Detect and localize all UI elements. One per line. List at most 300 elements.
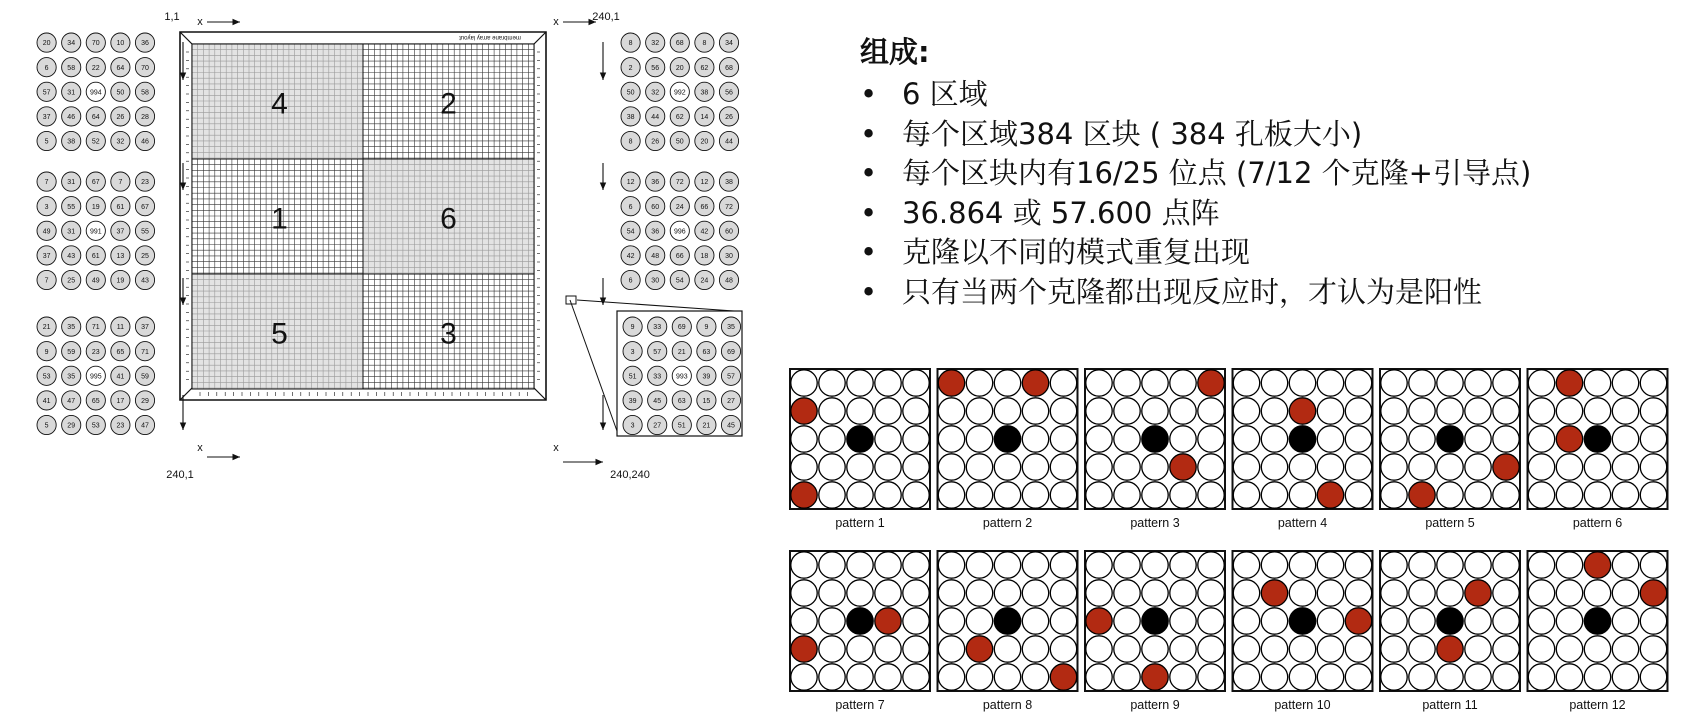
pattern-spot (1584, 636, 1610, 662)
pattern-spot (1381, 636, 1407, 662)
spot-number: 21 (42, 324, 51, 332)
pattern-spot (1640, 580, 1666, 606)
pattern-spot (938, 608, 964, 634)
spot-number: 52 (91, 138, 100, 146)
pattern-spot (994, 482, 1020, 508)
pattern-spot (994, 608, 1020, 634)
spot-number: 992 (673, 89, 686, 97)
pattern-spot (1465, 398, 1491, 424)
pattern-spot (1493, 482, 1519, 508)
spot-number: 19 (91, 203, 100, 211)
pattern-spot (994, 552, 1020, 578)
pattern-spot (1086, 608, 1112, 634)
pattern-label: pattern 7 (835, 698, 885, 712)
spot-number: 50 (675, 138, 684, 146)
spot-number: 26 (725, 114, 733, 121)
spot-number: 71 (141, 348, 149, 356)
pattern-spot (1289, 426, 1315, 452)
spot-number: 996 (673, 228, 686, 236)
pattern-spot (966, 580, 992, 606)
pattern-spot (1381, 370, 1407, 396)
pattern-spot (875, 370, 901, 396)
pattern-spot (966, 454, 992, 480)
pattern-spot (1022, 608, 1048, 634)
bullet-text: 只有当两个克隆都出现反应时，才认为是阳性 (902, 274, 1483, 309)
pattern-spot (966, 398, 992, 424)
pattern-spot (1381, 608, 1407, 634)
pattern-spot (903, 552, 929, 578)
pattern-spot (1345, 482, 1371, 508)
spot-number: 18 (700, 253, 709, 260)
pattern-spot (903, 636, 929, 662)
region-label: 5 (271, 317, 288, 351)
region-3 (363, 274, 534, 389)
pattern-spot (1493, 370, 1519, 396)
left-spot-block (37, 33, 155, 151)
spot-number: 26 (651, 138, 660, 146)
bullet-symbol: • (860, 274, 878, 309)
bullet-item (860, 75, 1660, 115)
spot-number: 51 (677, 422, 686, 430)
pattern-spot (938, 426, 964, 452)
spot-number: 48 (651, 253, 660, 260)
spot-number: 58 (67, 64, 76, 72)
pattern-spot (1612, 636, 1638, 662)
pattern-spot (903, 398, 929, 424)
spot-number: 34 (67, 40, 76, 48)
pattern-spot (1289, 580, 1315, 606)
spot-number: 68 (675, 40, 684, 48)
spot-number: 37 (42, 253, 51, 260)
spot-number: 31 (67, 228, 76, 236)
spot-number: 70 (91, 40, 100, 48)
bullet-symbol: • (860, 235, 878, 269)
spot-number: 57 (42, 89, 51, 97)
pattern-spot (1465, 608, 1491, 634)
pattern-spot (1198, 552, 1224, 578)
spot-number: 12 (700, 179, 709, 187)
pattern-spot (1556, 636, 1582, 662)
pattern-spot (1493, 552, 1519, 578)
spot-number: 69 (727, 348, 735, 356)
pattern-spot (1086, 426, 1112, 452)
pattern-spot (1050, 426, 1076, 452)
region-4 (192, 44, 363, 159)
pattern-spot (1493, 664, 1519, 690)
pattern-spot (1584, 426, 1610, 452)
pattern-spot (819, 636, 845, 662)
region-label: 4 (271, 87, 288, 121)
pattern-spot (966, 482, 992, 508)
pattern-spot (1198, 636, 1224, 662)
spot-number: 37 (42, 114, 51, 121)
pattern-spot (994, 636, 1020, 662)
pattern-spot (1022, 398, 1048, 424)
region-label: 6 (440, 202, 457, 236)
pattern-spot (1233, 482, 1259, 508)
pattern-spot (847, 398, 873, 424)
pattern-spot (1409, 664, 1435, 690)
spot-number: 46 (67, 114, 76, 121)
spot-number: 71 (91, 324, 100, 332)
pattern-spot (1381, 482, 1407, 508)
spot-number: 7 (118, 179, 123, 187)
pattern-spot (1556, 398, 1582, 424)
pattern-spot (1465, 482, 1491, 508)
pattern-spot (1409, 398, 1435, 424)
spot-number: 21 (677, 348, 686, 356)
pattern-panel (1085, 551, 1225, 712)
pattern-spot (903, 454, 929, 480)
pattern-spot (994, 454, 1020, 480)
pattern-spot (1317, 454, 1343, 480)
spot-number: 65 (91, 398, 100, 405)
pattern-spot (1233, 552, 1259, 578)
pattern-spot (791, 454, 817, 480)
zoom-spot-block (617, 311, 742, 436)
right-spot-block (621, 33, 739, 151)
spot-number: 23 (91, 348, 100, 356)
pattern-spot (1640, 426, 1666, 452)
spot-number: 36 (141, 40, 149, 48)
region-5 (192, 274, 363, 389)
spot-number: 9 (704, 324, 709, 332)
pattern-spot (938, 580, 964, 606)
spot-number: 21 (702, 422, 711, 430)
spot-number: 9 (630, 324, 635, 332)
spot-number: 19 (116, 277, 125, 285)
spot-number: 7 (44, 179, 49, 187)
spot-number: 70 (141, 64, 149, 72)
spot-number: 13 (116, 253, 125, 260)
spot-number: 20 (675, 64, 684, 72)
pattern-spot (1640, 482, 1666, 508)
pattern-spot (1142, 552, 1168, 578)
spot-number: 25 (141, 253, 149, 260)
bullet-item (860, 154, 1660, 194)
pattern-spot (1142, 454, 1168, 480)
pattern-spot (1142, 664, 1168, 690)
pattern-spot (1050, 454, 1076, 480)
pattern-spot (1170, 370, 1196, 396)
spot-number: 42 (626, 253, 635, 260)
pattern-spot (1170, 398, 1196, 424)
spot-number: 3 (630, 422, 635, 430)
pattern-spot (1465, 426, 1491, 452)
pattern-spot (1556, 370, 1582, 396)
pattern-spot (1233, 664, 1259, 690)
pattern-spot (1528, 636, 1554, 662)
spot-number: 54 (675, 277, 684, 285)
spot-number: 28 (141, 114, 149, 121)
spot-number: 62 (675, 114, 684, 121)
pattern-panel (938, 551, 1078, 712)
bullet-symbol: • (860, 77, 878, 111)
spot-number: 61 (91, 253, 100, 260)
pattern-spot (938, 636, 964, 662)
spot-number: 61 (116, 203, 125, 211)
pattern-spot (1528, 398, 1554, 424)
spot-number: 44 (651, 114, 660, 121)
pattern-spot (994, 370, 1020, 396)
pattern-spot (1345, 552, 1371, 578)
pattern-spot (1409, 608, 1435, 634)
pattern-spot (1556, 426, 1582, 452)
pattern-spot (938, 398, 964, 424)
spot-number: 23 (116, 422, 125, 430)
spot-number: 8 (628, 138, 633, 146)
pattern-spot (1584, 552, 1610, 578)
pattern-spot (1381, 552, 1407, 578)
pattern-spot (903, 426, 929, 452)
pattern-spot (875, 398, 901, 424)
pattern-spot (903, 580, 929, 606)
pattern-spot (1170, 608, 1196, 634)
pattern-spot (1528, 664, 1554, 690)
spot-number: 32 (116, 138, 125, 146)
spot-number: 56 (725, 89, 733, 97)
spot-number: 15 (702, 398, 711, 405)
spot-number: 50 (626, 89, 635, 97)
pattern-spot (1022, 580, 1048, 606)
pattern-spot (1114, 370, 1140, 396)
spot-number: 31 (67, 179, 76, 187)
pattern-spot (1556, 482, 1582, 508)
pattern-spot (1465, 552, 1491, 578)
spot-number: 37 (141, 324, 149, 332)
pattern-spot (875, 552, 901, 578)
pattern-spot (1050, 636, 1076, 662)
pattern-spot (819, 398, 845, 424)
pattern-spot (994, 398, 1020, 424)
pattern-panel (1380, 369, 1520, 530)
pattern-spot (938, 482, 964, 508)
spot-number: 29 (141, 398, 149, 405)
spot-number: 57 (653, 348, 662, 356)
bullet-text: 克隆以不同的模式重复出现 (902, 235, 1251, 269)
pattern-spot (1114, 398, 1140, 424)
pattern-spot (1528, 426, 1554, 452)
pattern-spot (1493, 580, 1519, 606)
pattern-spot (1233, 608, 1259, 634)
spot-number: 12 (626, 179, 635, 187)
region-1 (192, 159, 363, 274)
spot-number: 33 (653, 324, 662, 332)
pattern-spot (791, 608, 817, 634)
pattern-spot (966, 636, 992, 662)
pattern-spot (1493, 454, 1519, 480)
pattern-spot (1584, 482, 1610, 508)
pattern-spot (1437, 580, 1463, 606)
pattern-spot (1345, 426, 1371, 452)
spot-number: 32 (651, 89, 660, 97)
pattern-spot (1261, 552, 1287, 578)
spot-number: 995 (89, 373, 102, 381)
pattern-spot (903, 664, 929, 690)
pattern-spot (1261, 608, 1287, 634)
pattern-spot (1317, 398, 1343, 424)
pattern-label: pattern 2 (982, 516, 1033, 530)
pattern-spot (1345, 454, 1371, 480)
spot-number: 58 (141, 89, 149, 97)
pattern-panel (1233, 551, 1373, 712)
spot-number: 43 (141, 277, 149, 285)
pattern-spot (1640, 398, 1666, 424)
pattern-spot (847, 636, 873, 662)
pattern-spot (1317, 636, 1343, 662)
pattern-spot (1261, 454, 1287, 480)
pattern-spot (819, 580, 845, 606)
pattern-spot (1345, 608, 1371, 634)
pattern-panel (790, 369, 930, 530)
pattern-label: pattern 12 (1569, 698, 1626, 712)
pattern-spot (1409, 580, 1435, 606)
pattern-spot (1528, 552, 1554, 578)
pattern-spot (938, 552, 964, 578)
pattern-panel (1528, 369, 1668, 530)
pattern-spot (1556, 580, 1582, 606)
pattern-spot (1612, 398, 1638, 424)
spot-number: 49 (42, 228, 51, 236)
spot-number: 59 (141, 373, 149, 381)
pattern-spot (1584, 398, 1610, 424)
pattern-spot (1409, 636, 1435, 662)
spot-number: 45 (653, 398, 662, 405)
zoom-callout-line (577, 300, 734, 311)
spot-number: 24 (675, 203, 684, 211)
pattern-spot (875, 426, 901, 452)
pattern-spot (1050, 580, 1076, 606)
pattern-spot (1114, 454, 1140, 480)
pattern-spot (1640, 608, 1666, 634)
spot-number: 33 (653, 373, 662, 381)
pattern-spot (1261, 664, 1287, 690)
spot-number: 993 (675, 373, 688, 381)
region-label: 3 (440, 317, 457, 351)
pattern-spot (1437, 454, 1463, 480)
spot-number: 8 (628, 40, 633, 48)
pattern-spot (1170, 482, 1196, 508)
pattern-spot (1114, 552, 1140, 578)
pattern-spot (1612, 608, 1638, 634)
pattern-spot (1114, 426, 1140, 452)
pattern-spot (1556, 664, 1582, 690)
spot-number: 68 (725, 64, 733, 72)
pattern-spot (903, 608, 929, 634)
pattern-spot (1142, 608, 1168, 634)
pattern-spot (1198, 398, 1224, 424)
pattern-spot (847, 454, 873, 480)
spot-number: 30 (651, 277, 660, 285)
pattern-panel (1528, 551, 1668, 712)
pattern-spot (938, 454, 964, 480)
pattern-spot (1437, 608, 1463, 634)
spot-number: 20 (42, 40, 51, 48)
pattern-spot (791, 580, 817, 606)
spot-number: 60 (725, 228, 733, 236)
pattern-spot (1556, 454, 1582, 480)
pattern-spot (1409, 426, 1435, 452)
spot-number: 24 (700, 277, 709, 285)
spot-number: 46 (141, 138, 149, 146)
bullet-text: 6 区域 (902, 77, 988, 111)
spot-number: 63 (702, 348, 711, 356)
spot-number: 9 (44, 348, 49, 356)
membrane-corner-line (180, 32, 192, 44)
pattern-spot (1198, 370, 1224, 396)
spot-number: 6 (628, 203, 633, 211)
pattern-spot (1198, 454, 1224, 480)
pattern-spot (1261, 426, 1287, 452)
bullet-text: 36.864 或 57.600 点阵 (902, 195, 1220, 230)
membrane-corner-line (534, 388, 546, 400)
spot-number: 45 (727, 422, 735, 430)
pattern-spot (1345, 636, 1371, 662)
region-2 (363, 44, 534, 159)
pattern-spot (1528, 482, 1554, 508)
spot-number: 14 (700, 114, 709, 121)
membrane-corner-line (180, 388, 192, 400)
pattern-spot (1584, 580, 1610, 606)
pattern-spot (1493, 398, 1519, 424)
pattern-spot (1556, 608, 1582, 634)
pattern-spot (875, 608, 901, 634)
pattern-spot (1345, 398, 1371, 424)
spot-number: 44 (725, 138, 733, 146)
pattern-spot (1437, 552, 1463, 578)
pattern-spot (791, 664, 817, 690)
spot-number: 17 (116, 398, 125, 405)
bullet-item (860, 273, 1660, 313)
pattern-spot (819, 552, 845, 578)
pattern-spot (1050, 398, 1076, 424)
axis-marker: x (197, 16, 203, 28)
spot-number: 48 (725, 277, 733, 285)
pattern-spot (1086, 664, 1112, 690)
bullet-symbol: • (860, 116, 878, 151)
spot-number: 57 (727, 373, 735, 381)
pattern-spot (1233, 426, 1259, 452)
pattern-spot (1233, 370, 1259, 396)
pattern-spot (1556, 552, 1582, 578)
spot-number: 64 (116, 64, 125, 72)
pattern-spot (1584, 608, 1610, 634)
pattern-spot (1317, 664, 1343, 690)
pattern-spot (1233, 454, 1259, 480)
pattern-panel (1085, 369, 1225, 530)
right-spot-block (621, 172, 739, 290)
pattern-spot (1317, 482, 1343, 508)
pattern-spot (1612, 426, 1638, 452)
left-spot-block (37, 172, 155, 290)
pattern-spot (847, 552, 873, 578)
pattern-spot (1170, 636, 1196, 662)
pattern-spot (1289, 370, 1315, 396)
spot-number: 3 (44, 203, 49, 211)
pattern-spot (1289, 552, 1315, 578)
pattern-spot (1198, 580, 1224, 606)
pattern-spot (1640, 370, 1666, 396)
spot-number: 32 (651, 40, 660, 48)
pattern-label: pattern 11 (1422, 698, 1478, 712)
spot-number: 72 (675, 179, 684, 187)
text-panel (860, 32, 1660, 312)
pattern-spot (1493, 636, 1519, 662)
pattern-spot (875, 580, 901, 606)
pattern-spot (1170, 580, 1196, 606)
membrane-corner-line (534, 32, 546, 44)
pattern-spot (1465, 636, 1491, 662)
